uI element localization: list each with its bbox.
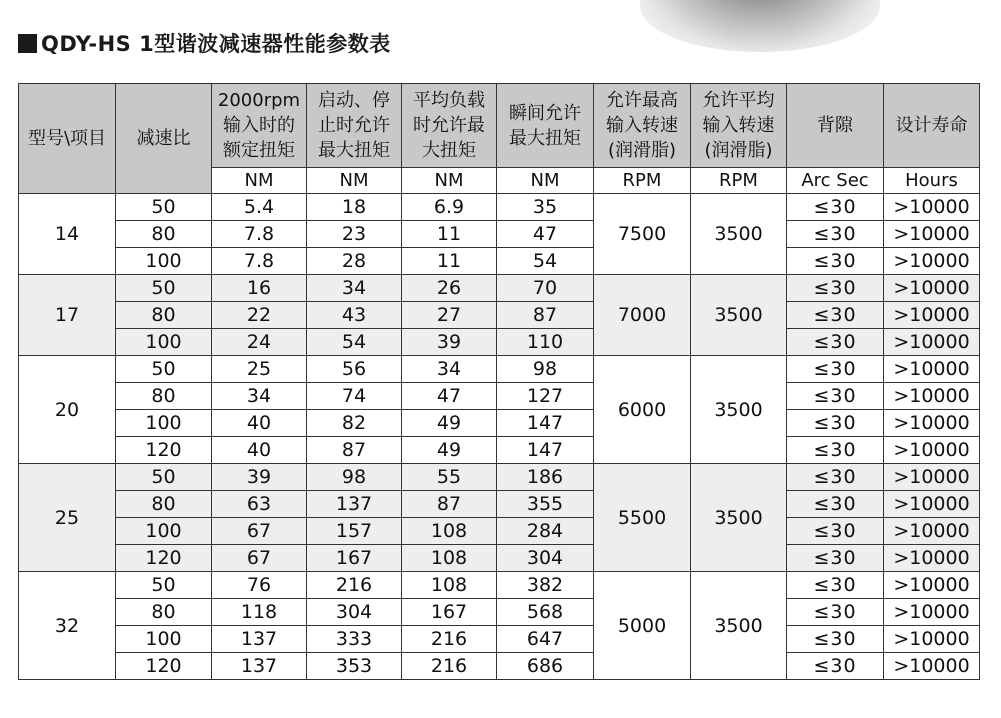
start-stop-torque-cell: 137: [307, 491, 402, 518]
instant-torque-cell: 647: [497, 626, 594, 653]
table-row: [19, 194, 980, 221]
start-stop-torque-cell: 34: [307, 275, 402, 302]
table-row: [19, 437, 980, 464]
ratio-cell: 50: [116, 464, 212, 491]
rated-torque-cell: 67: [212, 545, 307, 572]
design-life-cell: >10000: [884, 518, 980, 545]
backlash-cell: ≤30: [787, 383, 884, 410]
table-row: [19, 599, 980, 626]
table-row: [19, 302, 980, 329]
start-stop-torque-cell: 74: [307, 383, 402, 410]
rated-torque-cell: 22: [212, 302, 307, 329]
max-input-speed-cell: 5500: [594, 464, 691, 572]
start-stop-torque-cell: 82: [307, 410, 402, 437]
table-row: [19, 248, 980, 275]
design-life-cell: >10000: [884, 356, 980, 383]
backlash-cell: ≤30: [787, 599, 884, 626]
avg-load-torque-cell: 6.9: [402, 194, 497, 221]
avg-load-torque-cell: 47: [402, 383, 497, 410]
header-cell-avg-load-torque: 平均负载 时允许最 大扭矩: [402, 84, 497, 168]
backlash-cell: ≤30: [787, 410, 884, 437]
header-cell-backlash: 背隙: [787, 84, 884, 168]
table-row: [19, 221, 980, 248]
instant-torque-cell: 686: [497, 653, 594, 680]
design-life-cell: >10000: [884, 194, 980, 221]
rated-torque-cell: 76: [212, 572, 307, 599]
instant-torque-cell: 35: [497, 194, 594, 221]
start-stop-torque-cell: 54: [307, 329, 402, 356]
ratio-cell: 120: [116, 437, 212, 464]
avg-load-torque-cell: 108: [402, 518, 497, 545]
avg-load-torque-cell: 27: [402, 302, 497, 329]
start-stop-torque-cell: 28: [307, 248, 402, 275]
avg-load-torque-cell: 39: [402, 329, 497, 356]
backlash-cell: ≤30: [787, 545, 884, 572]
avg-load-torque-cell: 55: [402, 464, 497, 491]
model-cell: 25: [19, 464, 116, 572]
backlash-cell: ≤30: [787, 221, 884, 248]
avg-input-speed-cell: 3500: [691, 572, 787, 680]
header-cell-avg-input-speed: 允许平均 输入转速 (润滑脂): [691, 84, 787, 168]
rated-torque-cell: 40: [212, 437, 307, 464]
page-title: [18, 28, 391, 58]
ratio-cell: 50: [116, 572, 212, 599]
avg-load-torque-cell: 108: [402, 572, 497, 599]
ratio-cell: 80: [116, 491, 212, 518]
unit-cell: RPM: [691, 168, 787, 194]
ratio-cell: 50: [116, 275, 212, 302]
design-life-cell: >10000: [884, 329, 980, 356]
backlash-cell: ≤30: [787, 518, 884, 545]
instant-torque-cell: 147: [497, 437, 594, 464]
ratio-cell: 120: [116, 545, 212, 572]
instant-torque-cell: 54: [497, 248, 594, 275]
backlash-cell: ≤30: [787, 302, 884, 329]
start-stop-torque-cell: 23: [307, 221, 402, 248]
backlash-cell: ≤30: [787, 329, 884, 356]
header-cell-start-stop-torque: 启动、停 止时允许 最大扭矩: [307, 84, 402, 168]
max-input-speed-cell: 6000: [594, 356, 691, 464]
design-life-cell: >10000: [884, 626, 980, 653]
instant-torque-cell: 304: [497, 545, 594, 572]
spec-table-body: [19, 194, 980, 680]
ratio-cell: 50: [116, 356, 212, 383]
avg-load-torque-cell: 34: [402, 356, 497, 383]
design-life-cell: >10000: [884, 302, 980, 329]
start-stop-torque-cell: 18: [307, 194, 402, 221]
max-input-speed-cell: 7000: [594, 275, 691, 356]
header-row: [19, 84, 980, 168]
design-life-cell: >10000: [884, 248, 980, 275]
instant-torque-cell: 70: [497, 275, 594, 302]
backlash-cell: ≤30: [787, 194, 884, 221]
start-stop-torque-cell: 216: [307, 572, 402, 599]
rated-torque-cell: 137: [212, 653, 307, 680]
unit-cell: NM: [402, 168, 497, 194]
header-cell-rated-torque: 2000rpm 输入时的 额定扭矩: [212, 84, 307, 168]
start-stop-torque-cell: 98: [307, 464, 402, 491]
ratio-cell: 50: [116, 194, 212, 221]
rated-torque-cell: 34: [212, 383, 307, 410]
model-cell: 32: [19, 572, 116, 680]
rated-torque-cell: 5.4: [212, 194, 307, 221]
product-image: [640, 0, 880, 52]
model-cell: 20: [19, 356, 116, 464]
rated-torque-cell: 39: [212, 464, 307, 491]
backlash-cell: ≤30: [787, 464, 884, 491]
header-cell-model: 型号\项目: [19, 84, 116, 194]
max-input-speed-cell: 5000: [594, 572, 691, 680]
unit-cell: RPM: [594, 168, 691, 194]
title-square-icon: [18, 34, 37, 53]
backlash-cell: ≤30: [787, 572, 884, 599]
ratio-cell: 100: [116, 248, 212, 275]
table-row: [19, 464, 980, 491]
instant-torque-cell: 382: [497, 572, 594, 599]
instant-torque-cell: 87: [497, 302, 594, 329]
spec-table: [18, 83, 980, 680]
ratio-cell: 100: [116, 626, 212, 653]
model-cell: 17: [19, 275, 116, 356]
ratio-cell: 120: [116, 653, 212, 680]
rated-torque-cell: 7.8: [212, 248, 307, 275]
start-stop-torque-cell: 56: [307, 356, 402, 383]
rated-torque-cell: 40: [212, 410, 307, 437]
instant-torque-cell: 355: [497, 491, 594, 518]
start-stop-torque-cell: 167: [307, 545, 402, 572]
header-cell-instant-torque: 瞬间允许 最大扭矩: [497, 84, 594, 168]
instant-torque-cell: 127: [497, 383, 594, 410]
backlash-cell: ≤30: [787, 491, 884, 518]
instant-torque-cell: 147: [497, 410, 594, 437]
backlash-cell: ≤30: [787, 653, 884, 680]
unit-cell: NM: [212, 168, 307, 194]
model-cell: 14: [19, 194, 116, 275]
avg-load-torque-cell: 216: [402, 653, 497, 680]
instant-torque-cell: 98: [497, 356, 594, 383]
avg-load-torque-cell: 49: [402, 437, 497, 464]
table-row: [19, 626, 980, 653]
rated-torque-cell: 7.8: [212, 221, 307, 248]
table-row: [19, 356, 980, 383]
avg-input-speed-cell: 3500: [691, 275, 787, 356]
ratio-cell: 100: [116, 518, 212, 545]
ratio-cell: 80: [116, 599, 212, 626]
unit-cell: NM: [307, 168, 402, 194]
table-row: [19, 275, 980, 302]
rated-torque-cell: 137: [212, 626, 307, 653]
design-life-cell: >10000: [884, 437, 980, 464]
avg-load-torque-cell: 108: [402, 545, 497, 572]
avg-load-torque-cell: 167: [402, 599, 497, 626]
design-life-cell: >10000: [884, 275, 980, 302]
instant-torque-cell: 284: [497, 518, 594, 545]
avg-load-torque-cell: 87: [402, 491, 497, 518]
ratio-cell: 100: [116, 329, 212, 356]
backlash-cell: ≤30: [787, 437, 884, 464]
instant-torque-cell: 568: [497, 599, 594, 626]
title-text: QDY-HS 1型谐波减速器性能参数表: [41, 32, 391, 56]
table-row: [19, 572, 980, 599]
ratio-cell: 80: [116, 383, 212, 410]
avg-load-torque-cell: 49: [402, 410, 497, 437]
avg-load-torque-cell: 11: [402, 248, 497, 275]
start-stop-torque-cell: 304: [307, 599, 402, 626]
rated-torque-cell: 67: [212, 518, 307, 545]
rated-torque-cell: 24: [212, 329, 307, 356]
avg-load-torque-cell: 11: [402, 221, 497, 248]
design-life-cell: >10000: [884, 221, 980, 248]
rated-torque-cell: 118: [212, 599, 307, 626]
design-life-cell: >10000: [884, 653, 980, 680]
backlash-cell: ≤30: [787, 356, 884, 383]
header-cell-ratio: 减速比: [116, 84, 212, 194]
table-row: [19, 410, 980, 437]
start-stop-torque-cell: 157: [307, 518, 402, 545]
table-row: [19, 653, 980, 680]
unit-cell: NM: [497, 168, 594, 194]
backlash-cell: ≤30: [787, 248, 884, 275]
table-row: [19, 518, 980, 545]
start-stop-torque-cell: 333: [307, 626, 402, 653]
avg-input-speed-cell: 3500: [691, 356, 787, 464]
avg-input-speed-cell: 3500: [691, 194, 787, 275]
rated-torque-cell: 63: [212, 491, 307, 518]
start-stop-torque-cell: 353: [307, 653, 402, 680]
ratio-cell: 100: [116, 410, 212, 437]
table-row: [19, 329, 980, 356]
design-life-cell: >10000: [884, 599, 980, 626]
design-life-cell: >10000: [884, 383, 980, 410]
design-life-cell: >10000: [884, 572, 980, 599]
unit-cell: Arc Sec: [787, 168, 884, 194]
start-stop-torque-cell: 87: [307, 437, 402, 464]
avg-load-torque-cell: 216: [402, 626, 497, 653]
header-cell-design-life: 设计寿命: [884, 84, 980, 168]
design-life-cell: >10000: [884, 410, 980, 437]
instant-torque-cell: 110: [497, 329, 594, 356]
table-row: [19, 545, 980, 572]
table-row: [19, 383, 980, 410]
ratio-cell: 80: [116, 302, 212, 329]
header-cell-max-input-speed: 允许最高 输入转速 (润滑脂): [594, 84, 691, 168]
backlash-cell: ≤30: [787, 626, 884, 653]
avg-load-torque-cell: 26: [402, 275, 497, 302]
start-stop-torque-cell: 43: [307, 302, 402, 329]
instant-torque-cell: 47: [497, 221, 594, 248]
design-life-cell: >10000: [884, 545, 980, 572]
ratio-cell: 80: [116, 221, 212, 248]
rated-torque-cell: 16: [212, 275, 307, 302]
design-life-cell: >10000: [884, 464, 980, 491]
rated-torque-cell: 25: [212, 356, 307, 383]
max-input-speed-cell: 7500: [594, 194, 691, 275]
design-life-cell: >10000: [884, 491, 980, 518]
avg-input-speed-cell: 3500: [691, 464, 787, 572]
unit-cell: Hours: [884, 168, 980, 194]
instant-torque-cell: 186: [497, 464, 594, 491]
backlash-cell: ≤30: [787, 275, 884, 302]
table-row: [19, 491, 980, 518]
